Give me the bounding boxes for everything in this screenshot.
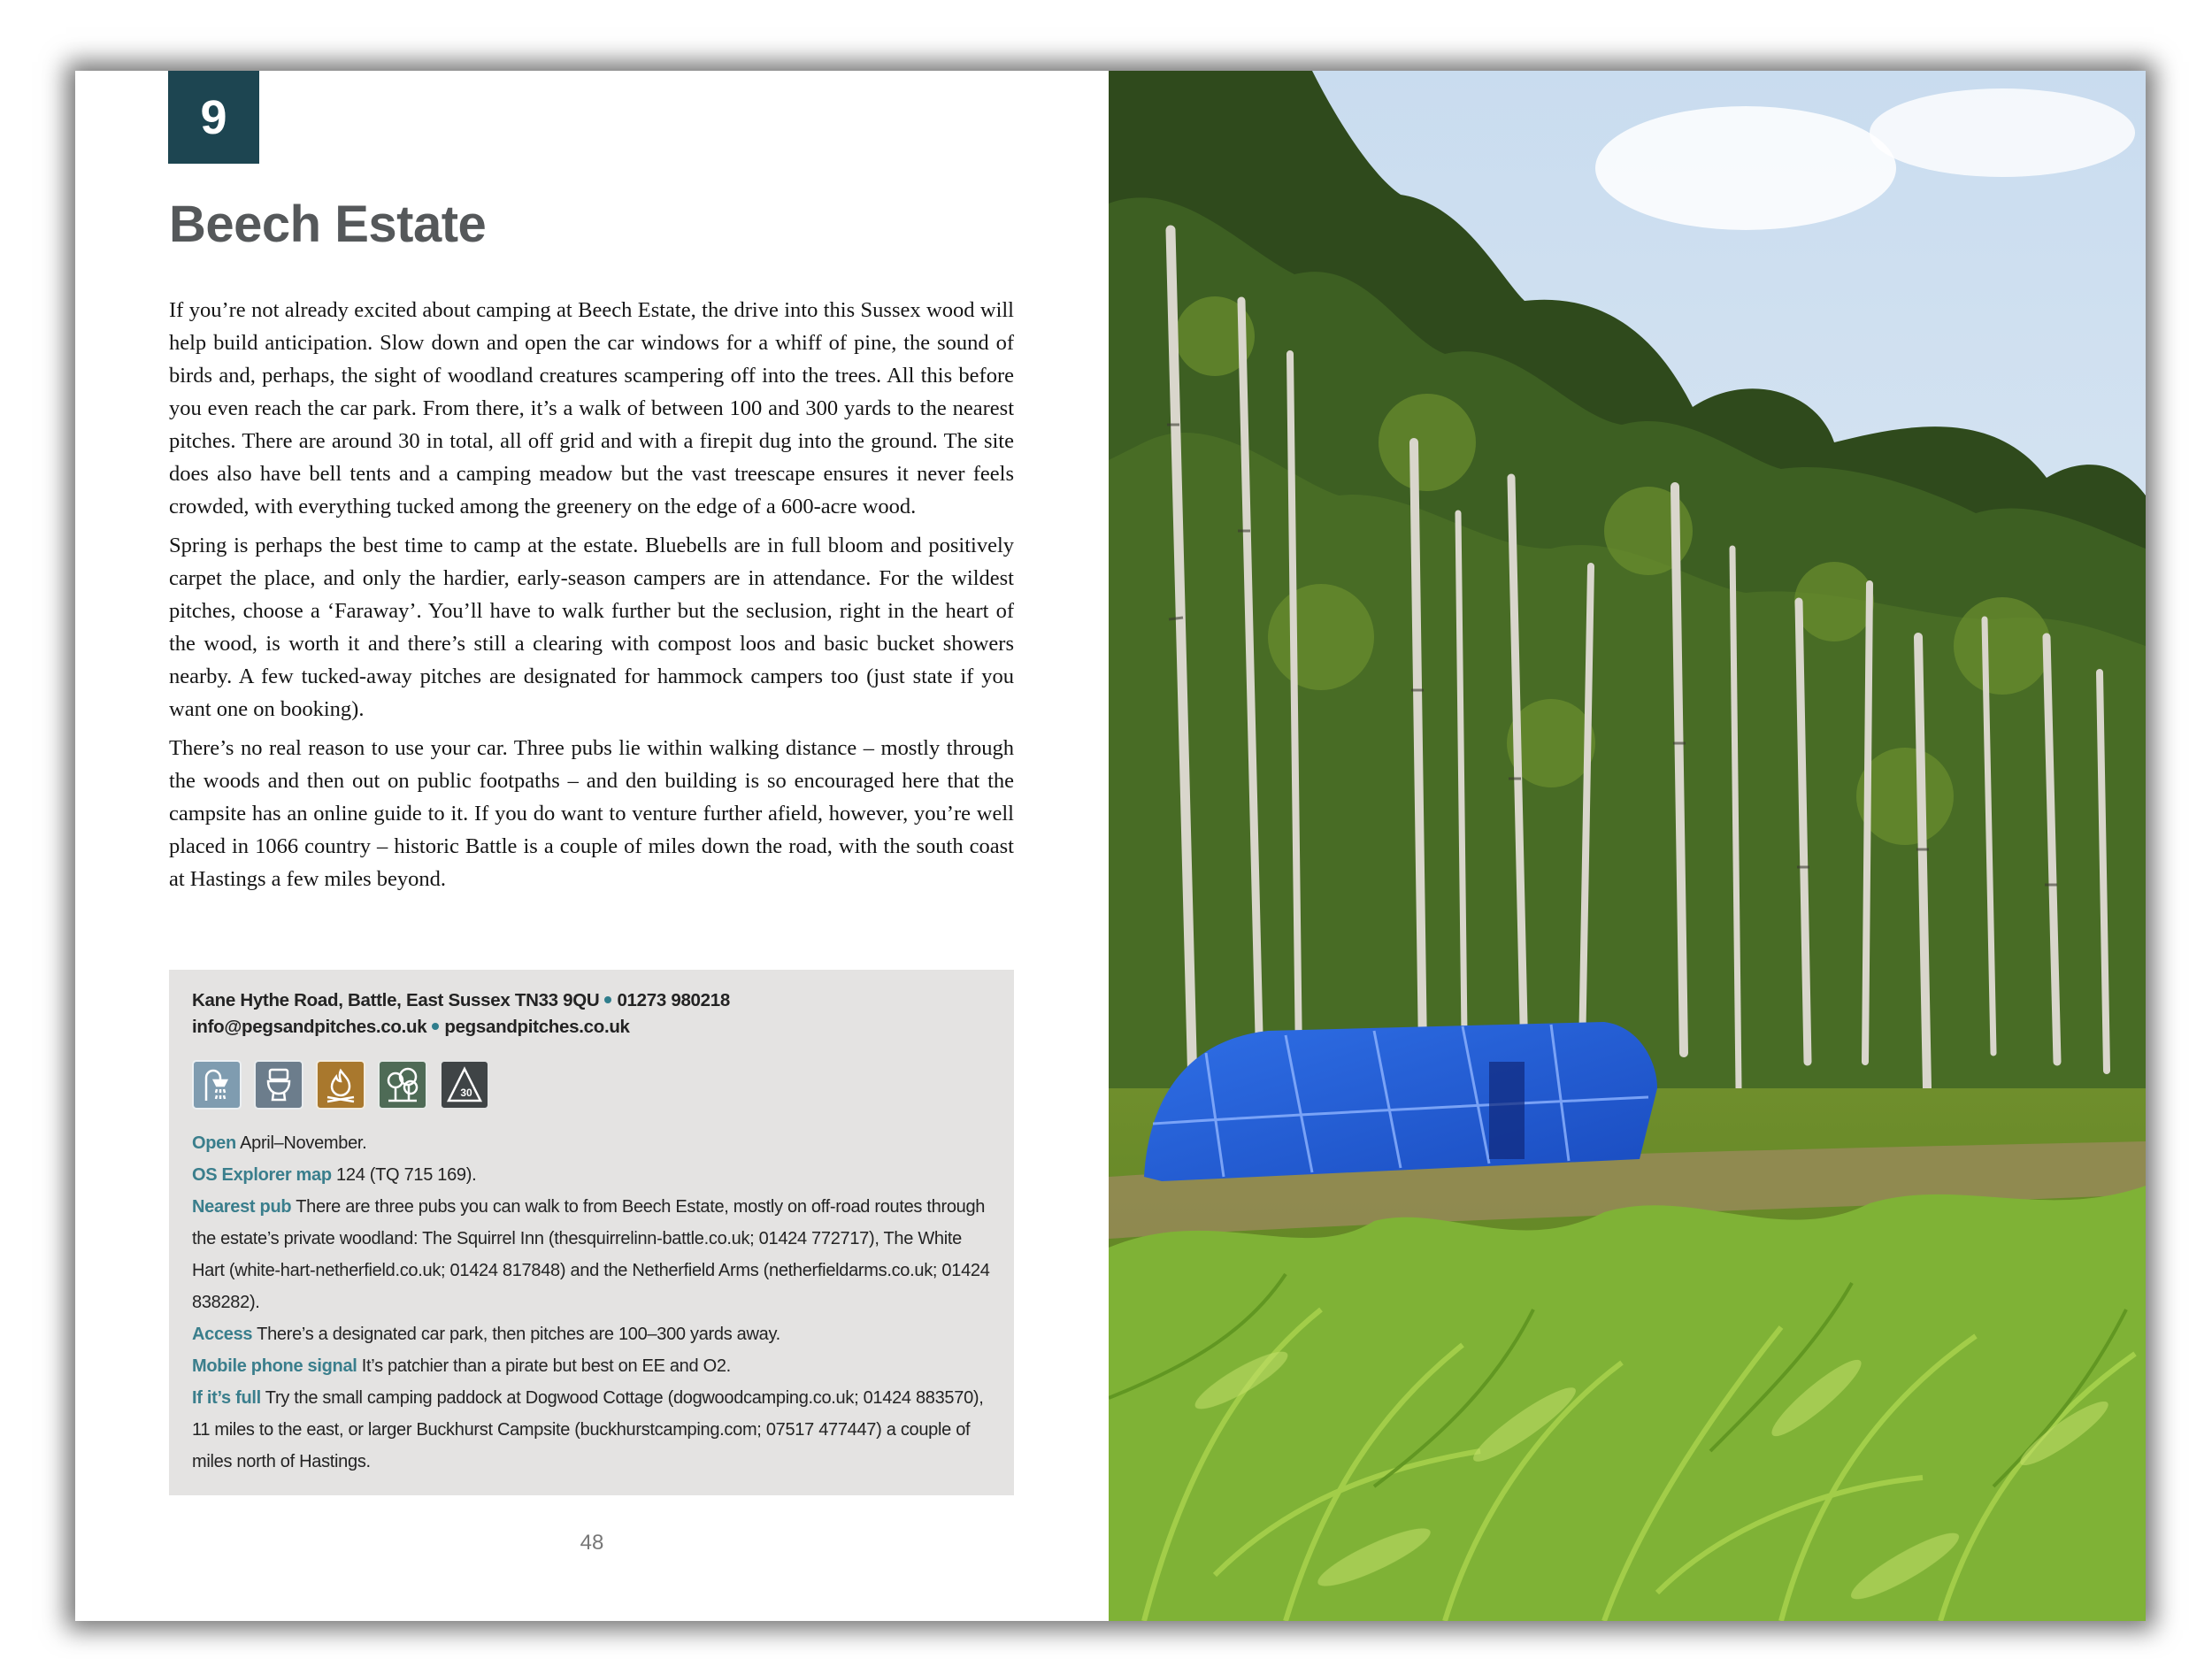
phone: 01273 980218 (617, 990, 730, 1010)
address: Kane Hythe Road, Battle, East Sussex TN33 9QU (192, 990, 600, 1010)
page-title: Beech Estate (169, 196, 487, 253)
info-nearest-pub: Nearest pub There are three pubs you can walk to from Beech Estate, mostly on off-road routes through the estate’s private woodland: The Squirrel Inn (thesquirrelinn-battle.co.uk; 01424 772717), The White Hart (white-hart-netherfield.co.uk; 01424 817848) and the Netherfield Arms (netherfieldarms.co.uk; 01424 838282). (192, 1197, 990, 1312)
left-page (75, 71, 1109, 1621)
body-paragraph: If you’re not already excited about camping at Beech Estate, the drive into this Sussex wood will help build anticipation. Slow down and open the car windows for a whiff of pine, the sound of birds and, perhaps, the sight of woodland creatures scampering off into the trees. All this before you even reach the car park. From there, it’s a walk of between 100 and 300 yards to the nearest pitches. There are around 30 in total, all off grid and with a firepit dug into the ground. The site does also have bell tents and a camping meadow but the vast treescape ensures it never feels crowded, with everything tucked among the greenery on the edge of a 600-acre wood. (169, 298, 1014, 518)
book-spread (75, 71, 2146, 1621)
website-link[interactable]: pegsandpitches.co.uk (444, 1017, 630, 1037)
facility-icons (192, 1060, 991, 1110)
info-map: OS Explorer map 124 (TQ 715 169). (192, 1165, 477, 1185)
info-access: Access There’s a designated car park, then pitches are 100–300 yards away. (192, 1325, 780, 1344)
pitch-count: 30 (460, 1087, 472, 1099)
contact-block (192, 987, 991, 1041)
email-link[interactable]: info@pegsandpitches.co.uk (192, 1017, 427, 1037)
campsite-photo (1109, 71, 2146, 1621)
campsite-number-badge: 9 (168, 71, 259, 164)
info-box (169, 970, 1014, 1495)
toilet-icon (254, 1060, 303, 1110)
body-paragraph: There’s no real reason to use your car. Three pubs lie within walking distance – mostly through the woods and then out on public footpaths – and den building is so encouraged here that the campsite has an online guide to it. If you do want to venture further afield, however, you’re well placed in 1066 country – historic Battle is a couple of miles down the road, with the south coast at Hastings a few miles beyond. (169, 736, 1014, 891)
separator-dot (604, 996, 611, 1003)
body-paragraph: Spring is perhaps the best time to camp at the estate. Bluebells are in full bloom and positively carpet the place, and only the hardier, early-season campers are in attendance. For the wildest pitches, choose a ‘Faraway’. You’ll have to walk further but the seclusion, right in the heart of the wood, is worth it and there’s still a clearing with compost loos and basic bucket showers nearby. A few tucked-away pitches are designated for hammock campers too (just state if you want one on booking). (169, 534, 1014, 721)
info-if-full: If it’s full Try the small camping paddock at Dogwood Cottage (dogwoodcamping.co.uk; 01424 883570), 11 miles to the east, or larger Buckhurst Campsite (buckhurstcamping.com; 07517 477447) a couple of miles north of Hastings. (192, 1388, 984, 1471)
info-phone-signal: Mobile phone signal It’s patchier than a pirate but best on EE and O2. (192, 1356, 731, 1376)
pitches-icon (440, 1060, 489, 1110)
campfire-icon (316, 1060, 365, 1110)
page-number: 48 (580, 1531, 604, 1555)
info-open: Open April–November. (192, 1133, 367, 1153)
shower-icon (192, 1060, 242, 1110)
separator-dot (432, 1023, 439, 1030)
woodland-icon (378, 1060, 427, 1110)
body-text (169, 294, 1014, 902)
